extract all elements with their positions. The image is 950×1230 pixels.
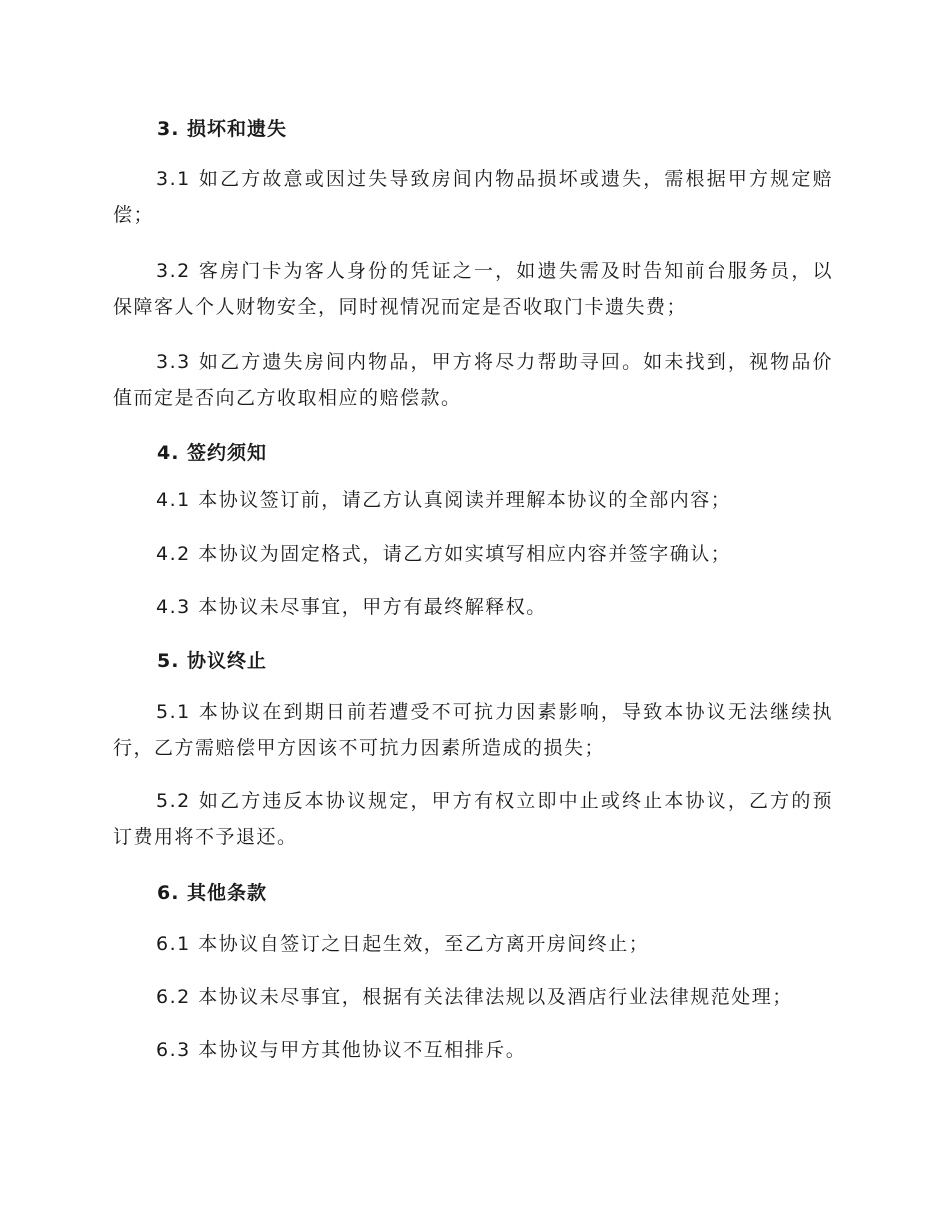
clause-paragraph: 3.3 如乙方遗失房间内物品，甲方将尽力帮助寻回。如未找到，视物品价值而定是否向乙方收取相应的赔偿款。 — [113, 351, 833, 409]
section-heading: 4. 签约须知 — [157, 442, 268, 464]
section-heading: 5. 协议终止 — [157, 650, 268, 672]
clause-paragraph: 6.1 本协议自签订之日起生效，至乙方离开房间终止； — [156, 933, 650, 955]
clause-paragraph: 4.2 本协议为固定格式，请乙方如实填写相应内容并签字确认； — [156, 543, 732, 565]
section-heading: 3. 损坏和遗失 — [157, 118, 288, 140]
section-heading: 6. 其他条款 — [157, 882, 268, 904]
clause-paragraph: 4.1 本协议签订前，请乙方认真阅读并理解本协议的全部内容； — [156, 489, 732, 511]
clause-paragraph: 6.2 本协议未尽事宜，根据有关法律法规以及酒店行业法律规范处理； — [156, 986, 793, 1008]
clause-paragraph: 5.1 本协议在到期日前若遭受不可抗力因素影响，导致本协议无法继续执行，乙方需赔偿甲方因该不可抗力因素所造成的损失； — [113, 701, 833, 759]
clause-paragraph: 3.2 客房门卡为客人身份的凭证之一，如遗失需及时告知前台服务员，以保障客人个人财物安全，同时视情况而定是否收取门卡遗失费； — [113, 260, 833, 318]
clause-paragraph: 6.3 本协议与甲方其他协议不互相排斥。 — [156, 1039, 527, 1061]
clause-paragraph: 5.2 如乙方违反本协议规定，甲方有权立即中止或终止本协议，乙方的预订费用将不予退还。 — [113, 790, 833, 848]
clause-paragraph: 4.3 本协议未尽事宜，甲方有最终解释权。 — [156, 596, 547, 618]
clause-paragraph: 3.1 如乙方故意或因过失导致房间内物品损坏或遗失，需根据甲方规定赔偿； — [113, 168, 833, 226]
